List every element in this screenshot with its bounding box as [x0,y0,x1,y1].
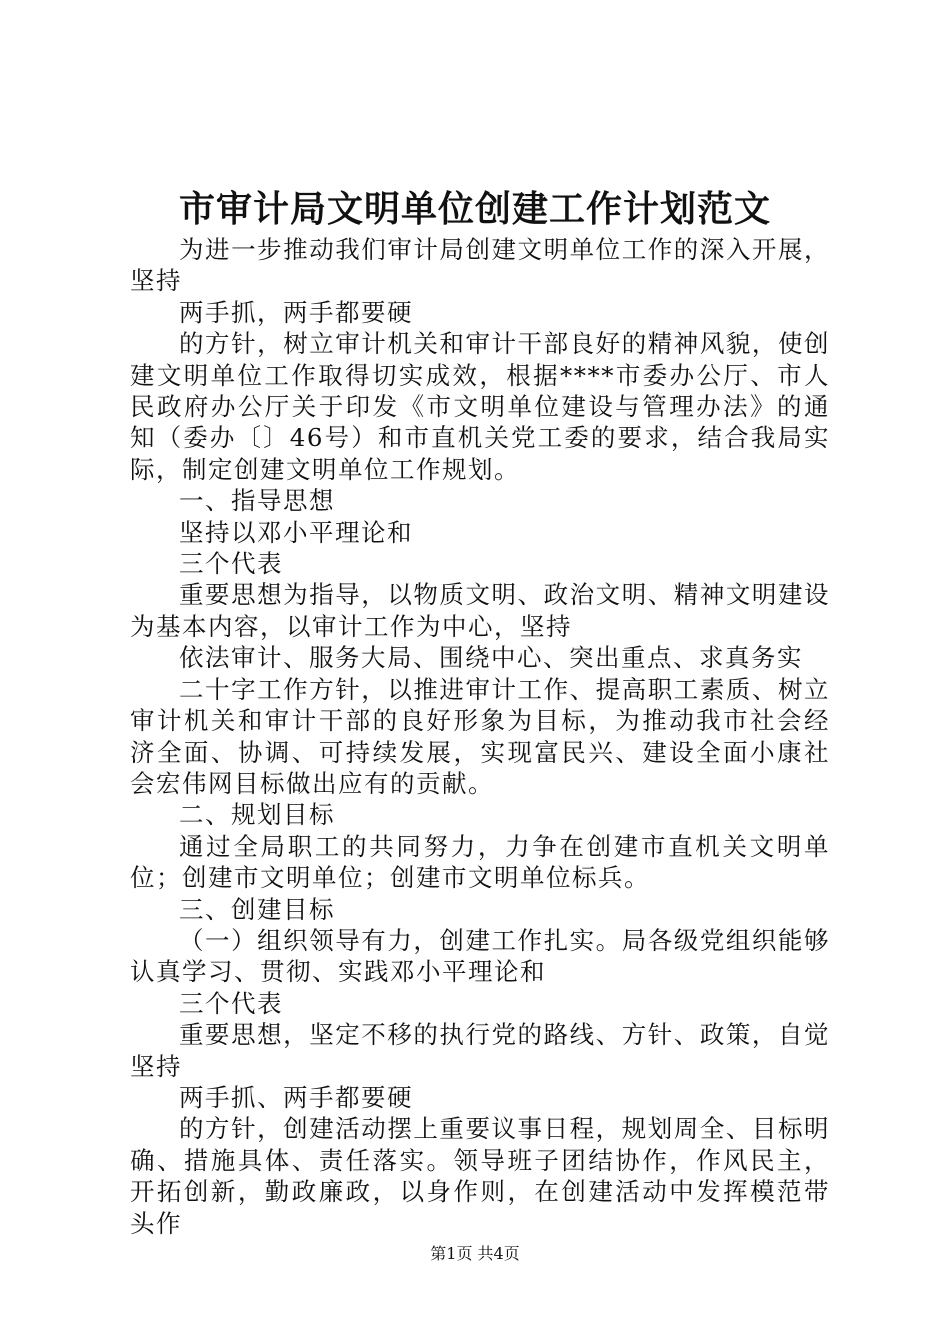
paragraph: 三个代表 [179,549,283,579]
paragraph: 重要思想，坚定不移的执行党的路线、方针、政策，自觉坚持 [130,1020,830,1081]
document-body [130,234,830,1239]
paragraph: 依法审计、服务大局、围绕中心、突出重点、求真务实 [179,643,803,673]
section-heading: 二、规划目标 [179,800,335,830]
paragraph: 的方针，树立审计机关和审计干部良好的精神风貌，使创建文明单位工作取得切实成效，根据****市委办公厅、市人民政府办公厅关于印发《市文明单位建设与管理办法》的通知（委办〔〕46号）和市直机关党工委的要求，结合我局实际，制定创建文明单位工作规划。 [130,329,830,484]
paragraph: 坚持以邓小平理论和 [179,517,413,547]
document-title: 市审计局文明单位创建工作计划范文 [178,188,771,230]
paragraph: 重要思想为指导，以物质文明、政治文明、精神文明建设为基本内容，以审计工作为中心，坚持 [130,580,830,641]
paragraph: 两手抓，两手都要硬 [179,297,413,327]
paragraph: 的方针，创建活动摆上重要议事日程，规划周全、目标明确、措施具体、责任落实。领导班子团结协作，作风民主，开拓创新，勤政廉政，以身作则，在创建活动中发挥模范带头作 [130,1114,830,1238]
paragraph: 为进一步推动我们审计局创建文明单位工作的深入开展，坚持 [130,235,830,296]
paragraph: 两手抓、两手都要硬 [179,1082,413,1112]
paragraph: 通过全局职工的共同努力，力争在创建市直机关文明单位；创建市文明单位；创建市文明单位标兵。 [130,831,830,893]
paragraph: （一）组织领导有力，创建工作扎实。局各级党组织能够认真学习、贯彻、实践邓小平理论和 [130,925,830,987]
paragraph: 三个代表 [179,988,283,1018]
page-number-footer: 第1页 共4页 [430,1244,520,1263]
section-heading: 三、创建目标 [179,894,335,924]
paragraph: 二十字工作方针，以推进审计工作、提高职工素质、树立审计机关和审计干部的良好形象为目标，为推动我市社会经济全面、协调、可持续发展，实现富民兴、建设全面小康社会宏伟网目标做出应有的贡献。 [130,674,830,798]
section-heading: 一、指导思想 [179,486,335,516]
